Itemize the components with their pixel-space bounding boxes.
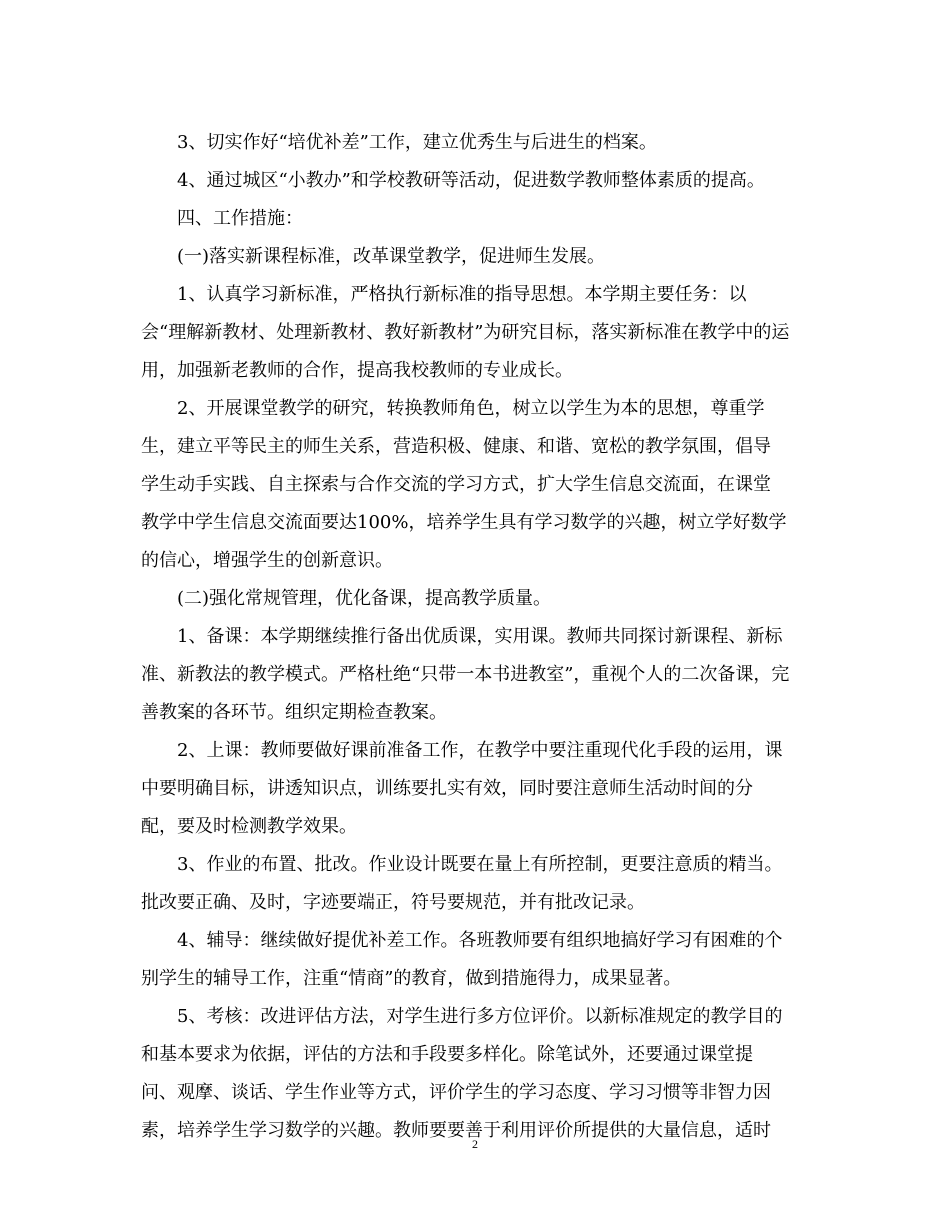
paragraph-line: 准、新教法的教学模式。严格杜绝“只带一本书进教室”，重视个人的二次备课，完	[141, 664, 790, 685]
paragraph-line: 1、认真学习新标准，严格执行新标准的指导思想。本学期主要任务：以	[177, 284, 747, 305]
paragraph-line: 用，加强新老教师的合作，提高我校教师的专业成长。	[141, 360, 573, 381]
paragraph-line: 别学生的辅导工作，注重“情商”的教育，做到措施得力，成果显著。	[141, 968, 682, 989]
paragraph-line: 学生动手实践、自主探索与合作交流的学习方式，扩大学生信息交流面，在课堂	[141, 474, 771, 495]
paragraph-line: 中要明确目标，讲透知识点，训练要扎实有效，同时要注意师生活动时间的分	[141, 778, 753, 799]
paragraph-line: 问、观摩、谈话、学生作业等方式，评价学生的学习态度、学习习惯等非智力因	[141, 1082, 771, 1103]
subsection-heading: (一)落实新课程标准，改革课堂教学，促进师生发展。	[177, 246, 606, 267]
subsection-heading: (二)强化常规管理，优化备课，提高教学质量。	[177, 588, 552, 609]
paragraph-line: 1、备课：本学期继续推行备出优质课，实用课。教师共同探讨新课程、新标	[177, 626, 783, 647]
paragraph-line: 3、切实作好“培优补差”工作，建立优秀生与后进生的档案。	[177, 132, 657, 153]
paragraph-line: 4、通过城区“小教办”和学校教研等活动，促进数学教师整体素质的提高。	[177, 170, 765, 191]
paragraph-line: 批改要正确、及时，字迹要端正，符号要规范，并有批改记录。	[141, 892, 645, 913]
paragraph-line: 2、开展课堂教学的研究，转换教师角色，树立以学生为本的思想，尊重学	[177, 398, 765, 419]
paragraph-line: 教学中学生信息交流面要达100%，培养学生具有学习数学的兴趣，树立学好数学	[141, 512, 787, 533]
paragraph-line: 和基本要求为依据，评估的方法和手段要多样化。除笔试外，还要通过课堂提	[141, 1044, 753, 1065]
body-text	[141, 124, 821, 1150]
paragraph-line: 2、上课：教师要做好课前准备工作，在教学中要注重现代化手段的运用，课	[177, 740, 783, 761]
paragraph-line: 4、辅导：继续做好提优补差工作。各班教师要有组织地搞好学习有困难的个	[177, 930, 783, 951]
page-number: 2	[472, 1137, 478, 1151]
section-heading: 四、工作措施：	[177, 208, 303, 229]
paragraph-line: 会“理解新教材、处理新教材、教好新教材”为研究目标，落实新标准在教学中的运	[141, 322, 790, 343]
paragraph-line: 生，建立平等民主的师生关系，营造积极、健康、和谐、宽松的教学氛围，倡导	[141, 436, 771, 457]
paragraph-line: 3、作业的布置、批改。作业设计既要在量上有所控制，更要注意质的精当。	[177, 854, 783, 875]
paragraph-line: 5、考核：改进评估方法，对学生进行多方位评价。以新标准规定的教学目的	[177, 1006, 783, 1027]
paragraph-line: 的信心，增强学生的创新意识。	[141, 550, 393, 571]
paragraph-line: 配，要及时检测教学效果。	[141, 816, 357, 837]
paragraph-line: 素，培养学生学习数学的兴趣。教师要要善于利用评价所提供的大量信息，适时	[141, 1120, 771, 1141]
paragraph-line: 善教案的各环节。组织定期检查教案。	[141, 702, 447, 723]
